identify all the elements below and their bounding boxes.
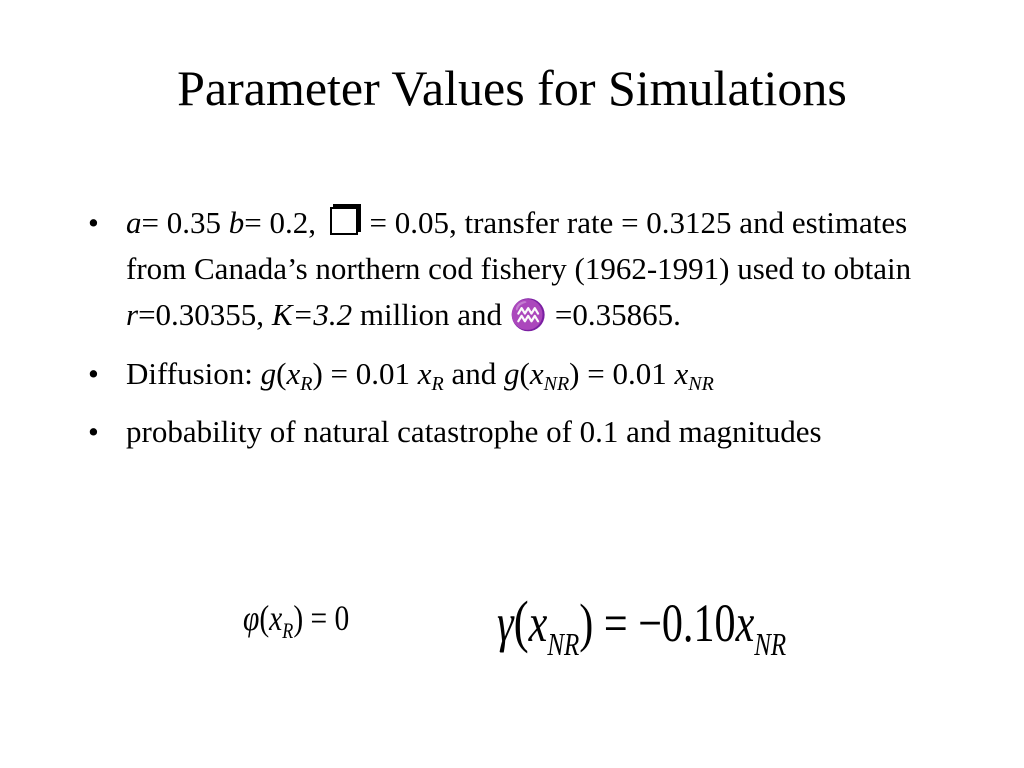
equation-phi-rhs: ) = 0: [293, 598, 350, 638]
gamma-symbol: γ: [497, 593, 514, 653]
var-r: r: [126, 297, 139, 332]
sub-NR: NR: [754, 626, 787, 662]
bullet-dot: •: [88, 414, 99, 449]
slide-title: Parameter Values for Simulations: [177, 60, 847, 116]
parameters-text: = 0.05, transfer rate = 0.3125 and estimates from Canada’s northern cod fishery (1962-1991) used to obtain: [126, 205, 912, 286]
diffusion-mid1: ) = 0.01: [312, 356, 418, 391]
var-a: a: [126, 205, 142, 240]
var-x: x: [269, 598, 283, 638]
var-b: b: [228, 205, 245, 240]
diffusion-label: Diffusion:: [126, 356, 261, 391]
value-b: = 0.2,: [244, 205, 324, 240]
value-symbol: =0.35865.: [547, 297, 681, 332]
sub-NR: NR: [547, 626, 580, 662]
var-x: x: [528, 593, 548, 653]
square-box-icon: [330, 207, 358, 235]
value-r: =0.30355,: [138, 297, 272, 332]
bullet-parameters: [88, 200, 948, 339]
sub-NR: NR: [543, 373, 570, 395]
sub-NR: NR: [688, 373, 714, 395]
var-x: x: [286, 356, 301, 391]
var-x: x: [417, 356, 432, 391]
bullet-diffusion: • Diffusion: $g(x_R) = 0.01$ $x_R$ and $g(x_{NR}) = 0.01$ $x_{NR}$: [88, 351, 948, 397]
diffusion-mid2: ) = 0.01: [569, 356, 675, 391]
equation-gamma-rhs: ) = −0.10: [579, 593, 736, 653]
and-text: and: [443, 356, 505, 391]
million-text: million and: [352, 297, 510, 332]
var-x: x: [735, 593, 755, 653]
bullet-dot: •: [88, 205, 99, 240]
var-x: x: [529, 356, 544, 391]
bullet-dot: •: [88, 356, 99, 391]
symbol-icon: ♒: [509, 299, 548, 332]
value-K: K=3.2: [271, 297, 353, 332]
func-g: g: [260, 356, 277, 391]
phi-symbol: φ: [243, 598, 260, 638]
sub-R: R: [431, 373, 444, 395]
equation-phi: $\varphi(x_R) = 0$: [243, 598, 350, 643]
sub-R: R: [282, 618, 294, 643]
bullet-list: [88, 200, 948, 467]
catastrophe-text: probability of natural catastrophe of 0.1 and magnitudes: [126, 414, 822, 449]
func-g: g: [504, 356, 520, 391]
equation-gamma: $\gamma(x_{NR}) = -0.10x_{NR}$: [497, 589, 787, 662]
value-a: = 0.35: [141, 205, 229, 240]
sub-R: R: [300, 373, 313, 395]
var-x: x: [674, 356, 689, 391]
bullet-catastrophe: [88, 409, 948, 455]
